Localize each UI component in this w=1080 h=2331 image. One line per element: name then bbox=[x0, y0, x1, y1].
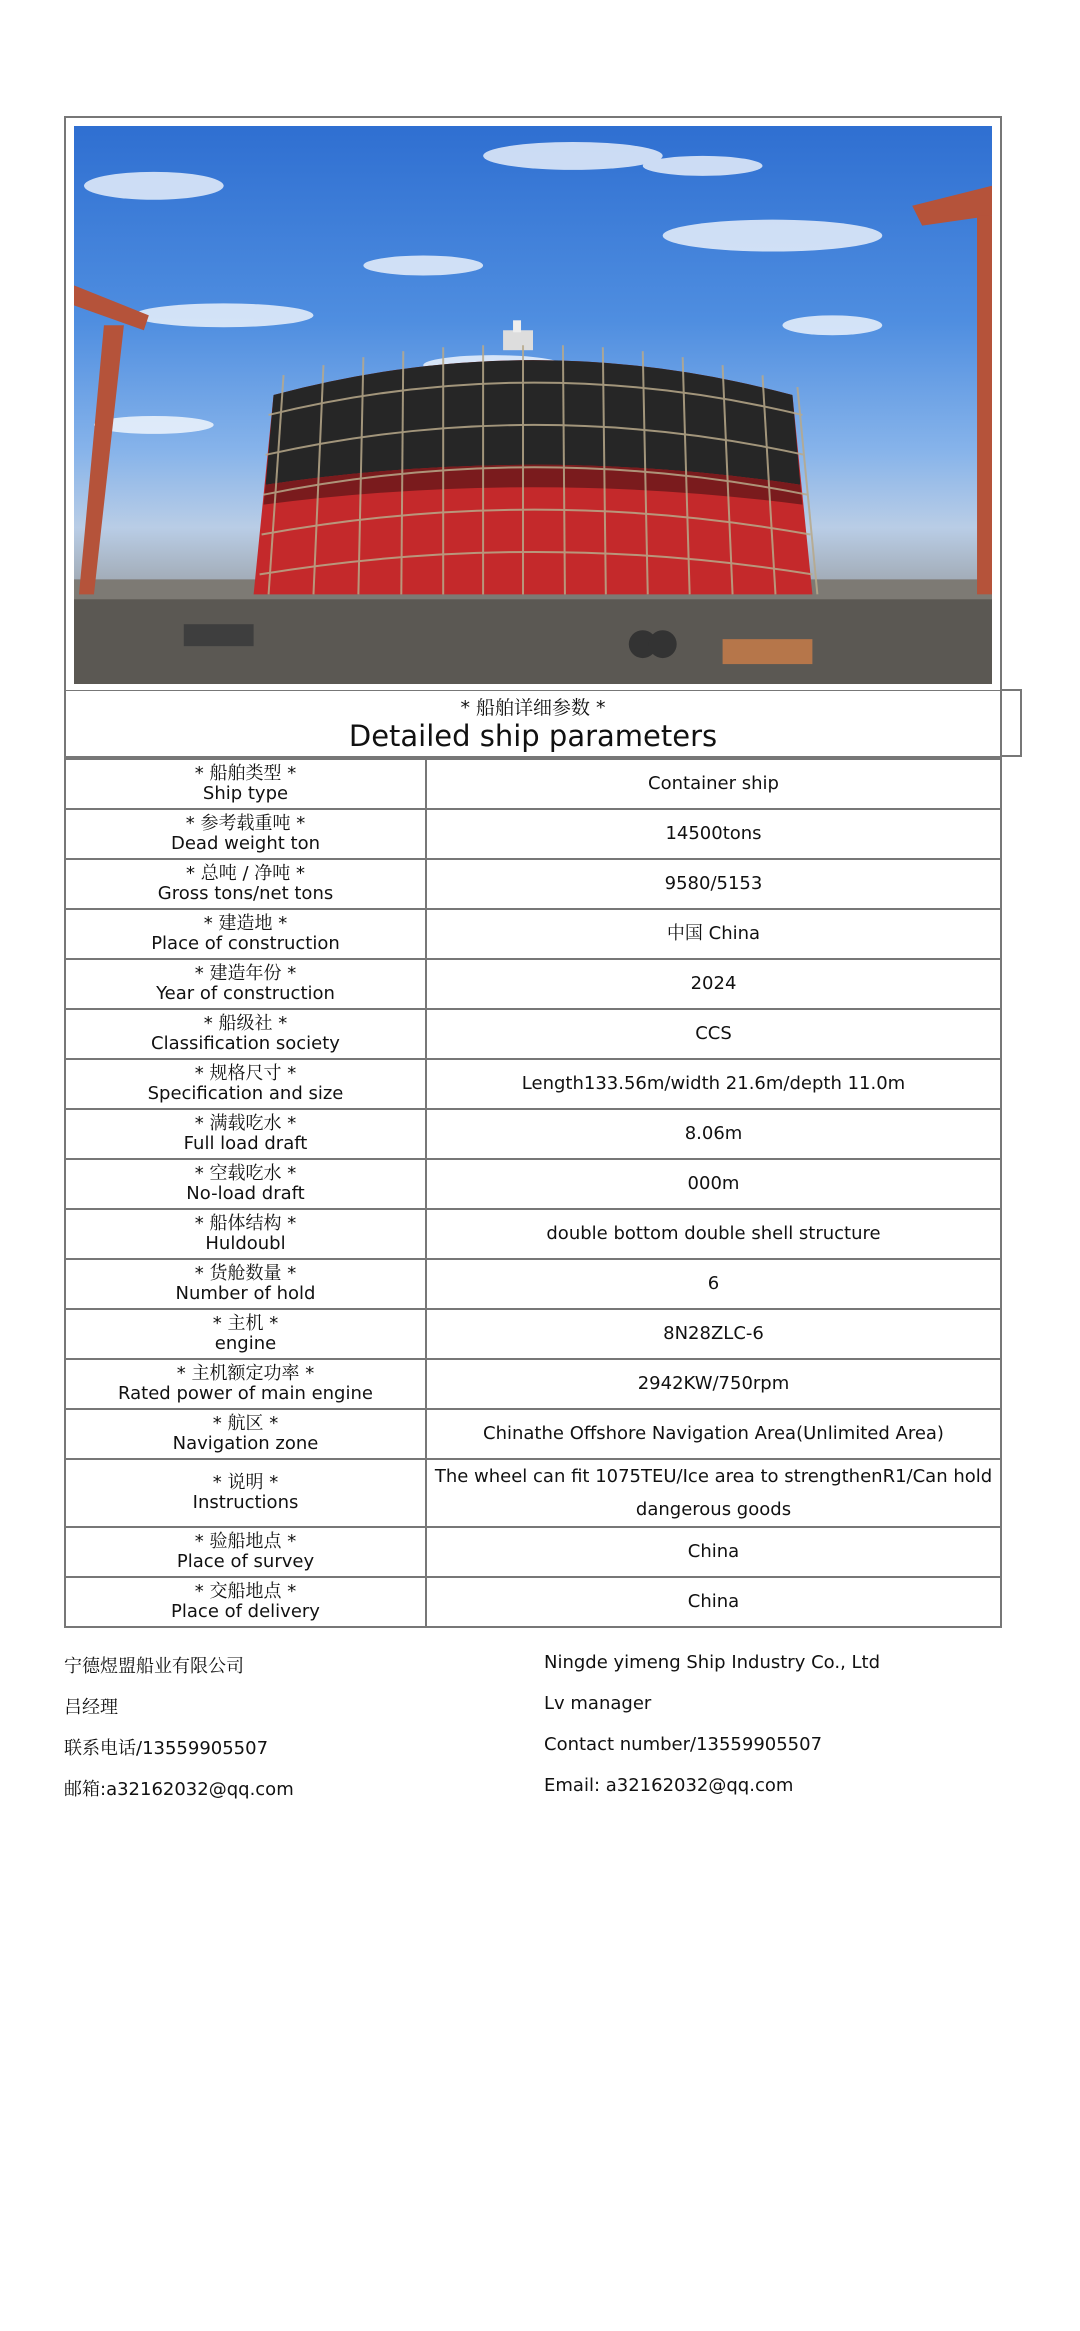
param-label-en: Place of delivery bbox=[171, 1601, 320, 1622]
email-cn[interactable]: 邮箱:a32162032@qq.com bbox=[64, 1779, 294, 1800]
phone-cn[interactable]: 联系电话/13559905507 bbox=[64, 1738, 269, 1759]
param-label-cn: * 满载吃水 * bbox=[194, 1113, 297, 1134]
table-row bbox=[65, 1359, 1001, 1409]
param-value: 14500tons bbox=[426, 809, 1001, 859]
param-label-cn: * 建造地 * bbox=[203, 913, 288, 934]
table-row bbox=[65, 1527, 1001, 1577]
param-label-cn: * 规格尺寸 * bbox=[194, 1063, 297, 1084]
param-label-en: No-load draft bbox=[186, 1183, 305, 1204]
param-label bbox=[65, 959, 426, 1009]
manager-name-en: Lv manager bbox=[544, 1693, 652, 1714]
param-value: 8N28ZLC-6 bbox=[426, 1309, 1001, 1359]
param-label bbox=[65, 1459, 426, 1527]
param-value: China bbox=[426, 1577, 1001, 1627]
param-label-cn: * 货舱数量 * bbox=[194, 1263, 297, 1284]
table-row bbox=[65, 1259, 1001, 1309]
param-label-cn: * 船体结构 * bbox=[194, 1213, 297, 1234]
param-label bbox=[65, 1577, 426, 1627]
param-label-en: Navigation zone bbox=[172, 1433, 319, 1454]
phone-en[interactable]: Contact number/13559905507 bbox=[544, 1734, 823, 1755]
param-value: Length133.56m/width 21.6m/depth 11.0m bbox=[426, 1059, 1001, 1109]
param-label-en: Rated power of main engine bbox=[118, 1383, 373, 1404]
param-value: 6 bbox=[426, 1259, 1001, 1309]
param-value: The wheel can fit 1075TEU/Ice area to strengthenR1/Can hold dangerous goods bbox=[426, 1459, 1001, 1527]
param-label-en: Gross tons/net tons bbox=[157, 883, 334, 904]
param-label-cn: * 船舶类型 * bbox=[194, 763, 297, 784]
param-label-en: Number of hold bbox=[175, 1283, 316, 1304]
table-row bbox=[65, 1309, 1001, 1359]
param-label-en: Full load draft bbox=[183, 1133, 308, 1154]
param-label-en: Huldoubl bbox=[205, 1233, 286, 1254]
param-label bbox=[65, 759, 426, 809]
title-chinese: * 船舶详细参数 * bbox=[460, 697, 606, 719]
ship-document bbox=[64, 116, 1002, 1628]
param-label-cn: * 建造年份 * bbox=[194, 963, 297, 984]
param-label bbox=[65, 1309, 426, 1359]
table-row bbox=[65, 759, 1001, 809]
section-header bbox=[64, 690, 1002, 758]
param-label bbox=[65, 1159, 426, 1209]
param-label-en: engine bbox=[214, 1333, 277, 1354]
contact-row-email bbox=[64, 1775, 964, 1816]
param-label-cn: * 航区 * bbox=[212, 1413, 279, 1434]
param-value: Container ship bbox=[426, 759, 1001, 809]
header-border-extension bbox=[1002, 689, 1022, 757]
contact-row-manager bbox=[64, 1693, 964, 1734]
table-row bbox=[65, 859, 1001, 909]
param-label bbox=[65, 1209, 426, 1259]
parameters-table bbox=[64, 758, 1002, 1628]
table-row bbox=[65, 1409, 1001, 1459]
company-name-cn: 宁德煜盟船业有限公司 bbox=[64, 1656, 244, 1677]
param-label-cn: * 船级社 * bbox=[203, 1013, 288, 1034]
table-row bbox=[65, 1109, 1001, 1159]
param-label bbox=[65, 1359, 426, 1409]
table-row bbox=[65, 1209, 1001, 1259]
contact-row-phone bbox=[64, 1734, 964, 1775]
param-label-en: Instructions bbox=[192, 1492, 299, 1513]
param-label-en: Specification and size bbox=[147, 1083, 344, 1104]
param-value: double bottom double shell structure bbox=[426, 1209, 1001, 1259]
param-value: 2942KW/750rpm bbox=[426, 1359, 1001, 1409]
param-value: China bbox=[426, 1527, 1001, 1577]
table-row bbox=[65, 809, 1001, 859]
param-label bbox=[65, 809, 426, 859]
contact-section bbox=[64, 1652, 964, 1816]
email-en[interactable]: Email: a32162032@qq.com bbox=[544, 1775, 794, 1796]
param-label bbox=[65, 1527, 426, 1577]
ship-hull-photo-icon bbox=[74, 126, 992, 684]
param-label-cn: * 主机额定功率 * bbox=[176, 1363, 315, 1384]
param-label bbox=[65, 1009, 426, 1059]
param-value: 2024 bbox=[426, 959, 1001, 1009]
param-label-en: Place of survey bbox=[176, 1551, 315, 1572]
param-label-en: Ship type bbox=[202, 783, 289, 804]
title-english: Detailed ship parameters bbox=[348, 719, 718, 753]
photo-frame bbox=[64, 116, 1002, 690]
table-row bbox=[65, 1459, 1001, 1527]
table-row bbox=[65, 909, 1001, 959]
param-label bbox=[65, 1259, 426, 1309]
param-value: 9580/5153 bbox=[426, 859, 1001, 909]
param-label-en: Place of construction bbox=[151, 933, 340, 954]
param-label bbox=[65, 859, 426, 909]
table-row bbox=[65, 1059, 1001, 1109]
table-row bbox=[65, 959, 1001, 1009]
param-label-cn: * 交船地点 * bbox=[194, 1581, 297, 1602]
param-value: 000m bbox=[426, 1159, 1001, 1209]
company-name-en: Ningde yimeng Ship Industry Co., Ltd bbox=[544, 1652, 881, 1673]
manager-name-cn: 吕经理 bbox=[64, 1697, 118, 1718]
param-label-cn: * 空载吃水 * bbox=[194, 1163, 297, 1184]
param-label-en: Dead weight ton bbox=[170, 833, 320, 854]
param-label bbox=[65, 1409, 426, 1459]
param-label-cn: * 参考载重吨 * bbox=[185, 813, 306, 834]
param-label-en: Classification society bbox=[151, 1033, 340, 1054]
table-row bbox=[65, 1577, 1001, 1627]
param-label-cn: * 总吨 / 净吨 * bbox=[186, 863, 305, 884]
param-value: 8.06m bbox=[426, 1109, 1001, 1159]
param-label-en: Year of construction bbox=[156, 983, 335, 1004]
contact-row-company bbox=[64, 1652, 964, 1693]
param-value: Chinathe Offshore Navigation Area(Unlimited Area) bbox=[426, 1409, 1001, 1459]
param-label-cn: * 说明 * bbox=[212, 1472, 279, 1493]
param-label bbox=[65, 1109, 426, 1159]
param-label-cn: * 验船地点 * bbox=[194, 1531, 297, 1552]
param-label bbox=[65, 909, 426, 959]
table-row bbox=[65, 1159, 1001, 1209]
table-row bbox=[65, 1009, 1001, 1059]
param-label-cn: * 主机 * bbox=[212, 1313, 279, 1334]
param-label bbox=[65, 1059, 426, 1109]
param-value: CCS bbox=[426, 1009, 1001, 1059]
ship-photo bbox=[74, 126, 992, 684]
param-value: 中国 China bbox=[426, 909, 1001, 959]
